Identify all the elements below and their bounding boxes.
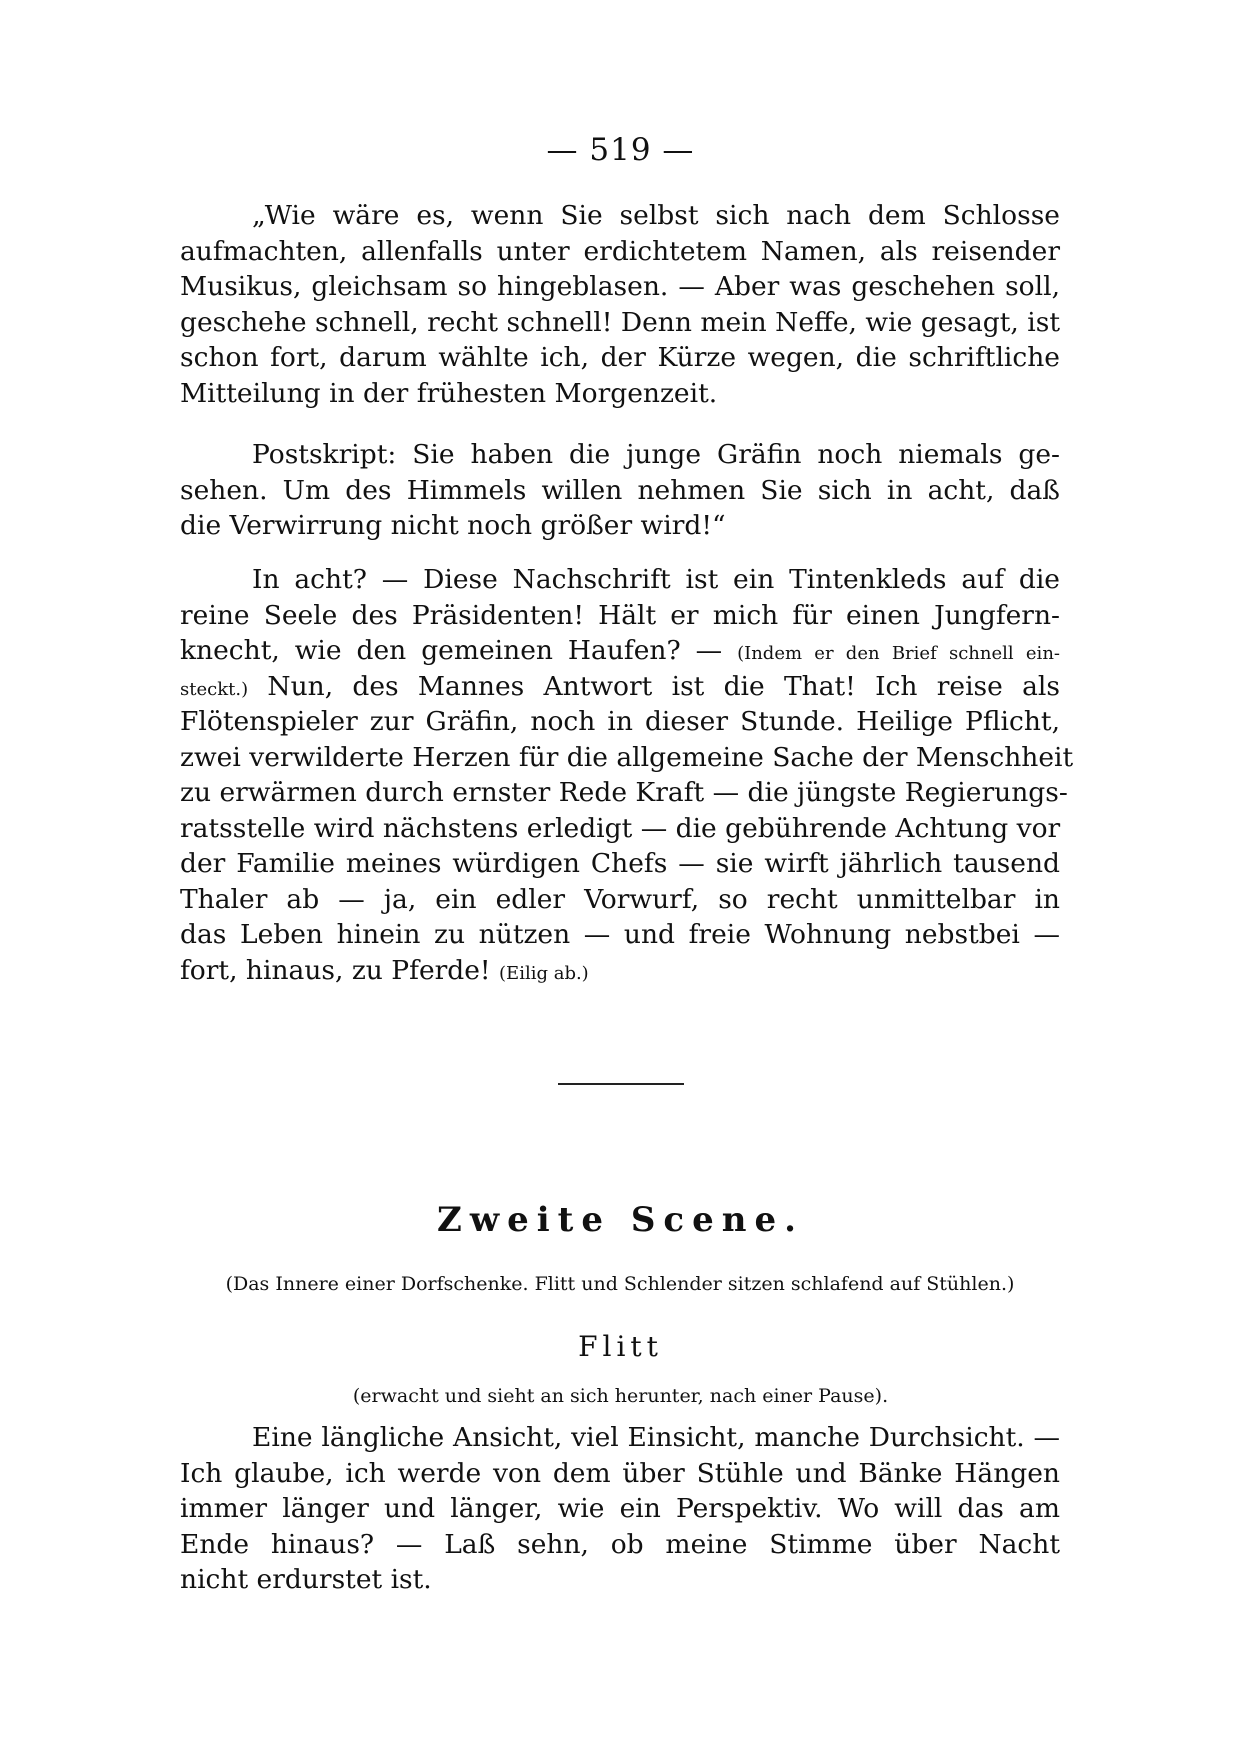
text-line: die Verwirrung nicht noch größer wird!“ — [180, 510, 726, 541]
text-line: zwei verwilderte Herzen für die allgemeine Sache der Menschheit — [180, 741, 1074, 773]
text-line: Flötenspieler zur Gräfin, noch in dieser Stunde. Heilige Pflicht, — [180, 706, 1060, 737]
text-line: Musikus, gleichsam so hingeblasen. — Aber was geschehen soll, — [180, 271, 1060, 302]
section-divider — [558, 1083, 684, 1085]
text-line: „Wie wäre es, wenn Sie selbst sich nach dem Schlosse — [252, 200, 1060, 231]
inline-stage-direction: (Eilig ab.) — [499, 962, 589, 984]
speech-paragraph — [180, 1420, 1060, 1598]
text-line: reine Seele des Präsidenten! Hält er mich für einen Jungfern- — [180, 599, 1060, 631]
text-line: der Familie meines würdigen Chefs — sie wirft jährlich tausend — [180, 848, 1060, 879]
text-line: Postskript: Sie haben die junge Gräfin noch niemals ge- — [252, 439, 1060, 470]
text-line — [180, 669, 1060, 705]
line-text: Nun, des Mannes Antwort ist die That! Ich reise als — [267, 670, 1060, 702]
text-line: ratsstelle wird nächstens erledigt — die gebührende Achtung vor — [180, 812, 1061, 844]
text-line: nicht erdurstet ist. — [180, 1564, 432, 1595]
line-text: knecht, wie den gemeinen Haufen? — — [180, 635, 723, 666]
text-line: Ende hinaus? — Laß sehn, ob meine Stimme über Nacht — [180, 1528, 1060, 1560]
text-line: Eine längliche Ansicht, viel Einsicht, manche Durchsicht. — — [252, 1422, 1060, 1453]
text-line: Ich glaube, ich werde von dem über Stühle und Bänke Hängen — [180, 1457, 1060, 1489]
text-line: aufmachten, allenfalls unter erdichtetem Namen, als reisender — [180, 235, 1060, 267]
postscript-paragraph — [180, 437, 1060, 544]
text-line — [180, 953, 1060, 989]
text-line: das Leben hinein zu nützen — und freie Wohnung nebstbei — — [180, 919, 1060, 950]
page-number: — 519 — — [546, 132, 695, 168]
speaker-name: Flitt — [578, 1330, 663, 1363]
text-line: Thaler ab — ja, ein edler Vorwurf, so recht unmittelbar in — [180, 883, 1060, 915]
text-line: zu erwärmen durch ernster Rede Kraft — die jüngste Regierungs- — [180, 777, 1068, 808]
scene-title: Zweite Scene. — [437, 1200, 804, 1240]
text-line: sehen. Um des Himmels willen nehmen Sie sich in acht, daß — [180, 474, 1060, 506]
inline-stage-direction: steckt.) — [180, 678, 249, 700]
letter-paragraph — [180, 198, 1060, 411]
line-text: fort, hinaus, zu Pferde! — [180, 954, 491, 986]
monologue-paragraph — [180, 562, 1074, 988]
text-line: immer länger und länger, wie ein Perspektiv. Wo will das am — [180, 1493, 1060, 1524]
text-line: schon fort, darum wählte ich, der Kürze wegen, die schriftliche — [180, 342, 1060, 373]
text-line — [180, 633, 1060, 669]
scene-stage-direction: (Das Innere einer Dorfschenke. Flitt und Schlender sitzen schlafend auf Stühlen.) — [225, 1273, 1015, 1295]
inline-stage-direction: (Indem er den Brief schnell ein- — [737, 643, 1060, 664]
text-line: geschehe schnell, recht schnell! Denn mein Neffe, wie gesagt, ist — [180, 306, 1060, 338]
text-line: Mitteilung in der frühesten Morgenzeit. — [180, 377, 718, 409]
speaker-stage-direction: (erwacht und sieht an sich herunter, nach einer Pause). — [352, 1385, 889, 1407]
text-line: In acht? — Diese Nachschrift ist ein Tintenkleds auf die — [252, 564, 1060, 595]
